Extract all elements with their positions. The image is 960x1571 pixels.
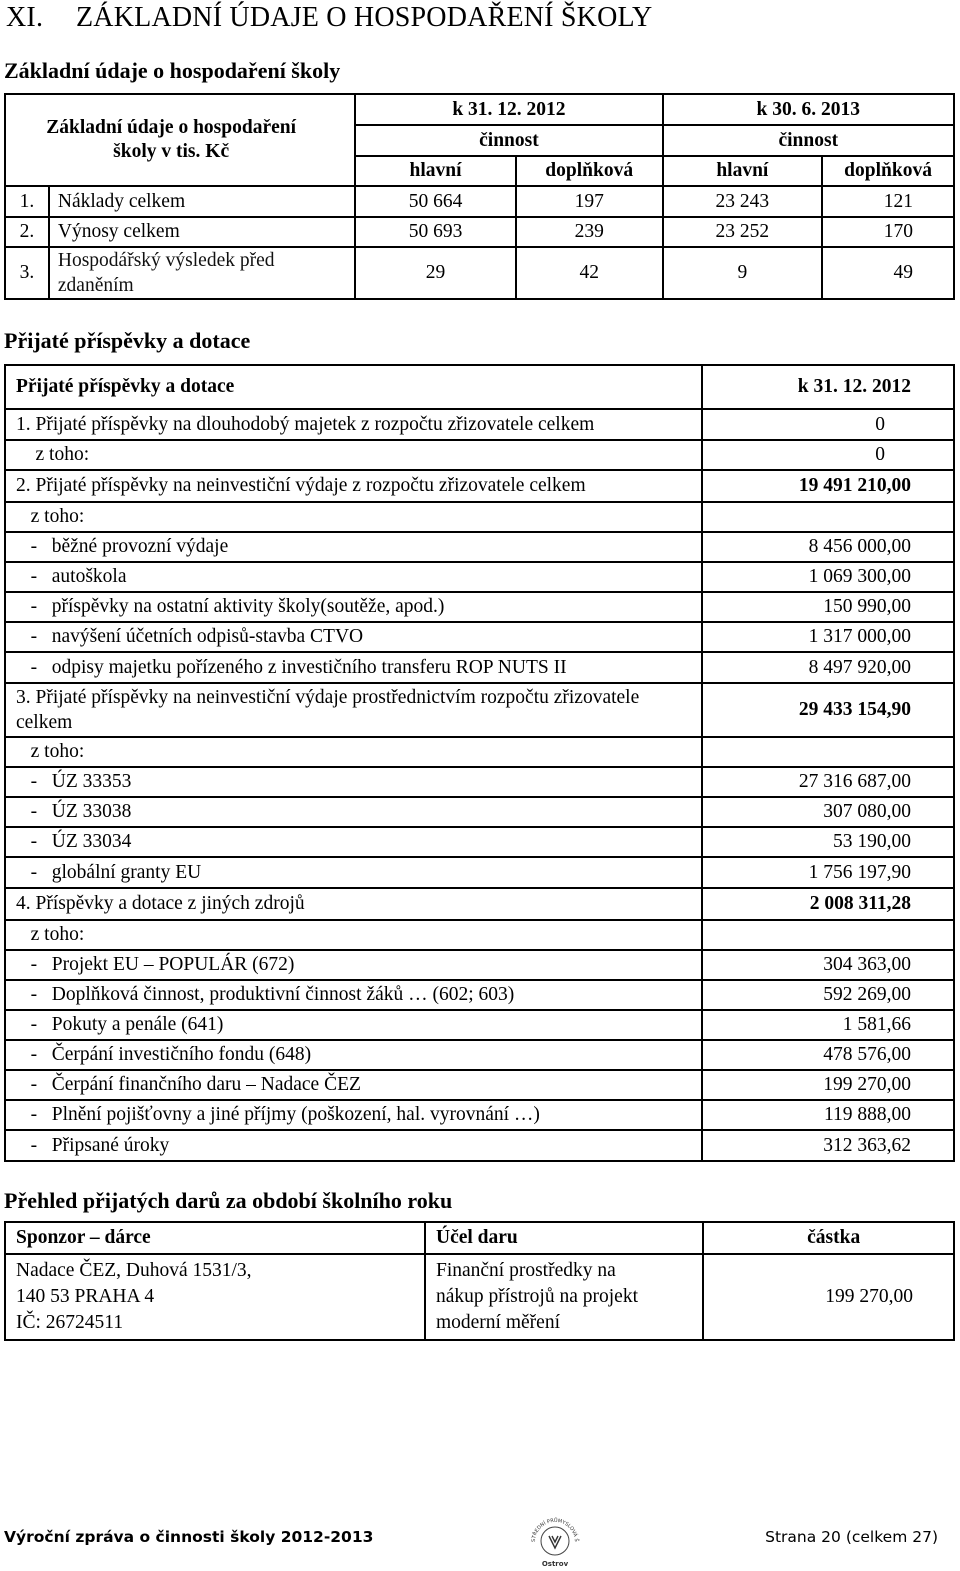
contribution-value: 53 190,00 [702, 827, 954, 857]
table-row [5, 217, 954, 247]
table-row [5, 562, 954, 592]
contribution-value [702, 920, 954, 950]
svg-text:STŘEDNÍ PRŮMYSLOVÁ ŠKOLA: STŘEDNÍ PRŮMYSLOVÁ Š [530, 1517, 580, 1543]
supp-header-2013: doplňková [822, 156, 954, 186]
contribution-value: 19 491 210,00 [702, 470, 954, 502]
contribution-label: z toho: [5, 440, 702, 470]
row-label: Výnosy celkem [49, 217, 355, 247]
footer-page-number: Strana 20 (celkem 27) [765, 1528, 938, 1546]
logo-text: Ostrov [541, 1560, 569, 1568]
table-row [5, 1010, 954, 1040]
table-row [5, 502, 954, 532]
contribution-label: - globální granty EU [5, 857, 702, 888]
purpose-cell [425, 1254, 703, 1340]
amount-header: částka [703, 1222, 954, 1254]
contribution-label: 4. Příspěvky a dotace z jiných zdrojů [5, 888, 702, 920]
school-logo-icon [527, 1512, 583, 1568]
contribution-value: 2 008 311,28 [702, 888, 954, 920]
table-row [5, 888, 954, 920]
contribution-label: 1. Přijaté příspěvky na dlouhodobý majetek z rozpočtu zřizovatele celkem [5, 409, 702, 440]
main-header-2013: hlavní [663, 156, 823, 186]
contribution-label: - autoškola [5, 562, 702, 592]
table-row [5, 1040, 954, 1070]
contribution-value: 304 363,00 [702, 950, 954, 980]
donor-name: Nadace ČEZ, Duhová 1531/3, [16, 1260, 252, 1281]
contributions-header-label: Přijaté příspěvky a dotace [5, 365, 702, 409]
contribution-label: - Čerpání finančního daru – Nadace ČEZ [5, 1070, 702, 1100]
table-row [5, 622, 954, 652]
row-label: Náklady celkem [49, 186, 355, 217]
contribution-value: 199 270,00 [702, 1070, 954, 1100]
contribution-value: 312 363,62 [702, 1130, 954, 1161]
contribution-label: - ÚZ 33353 [5, 767, 702, 797]
contribution-label: - ÚZ 33034 [5, 827, 702, 857]
main-header-2012: hlavní [355, 156, 516, 186]
table-row [5, 857, 954, 888]
contribution-label: - Doplňková činnost, produktivní činnost žáků … (602; 603) [5, 980, 702, 1010]
cell-value: 42 [516, 247, 663, 299]
row-number: 2. [5, 217, 49, 247]
donor-cell [5, 1254, 425, 1340]
row-label: Hospodářský výsledek před zdaněním [49, 247, 355, 299]
contribution-value [702, 737, 954, 767]
purpose-text: nákup přístrojů na projekt [435, 1286, 638, 1307]
finance-table-corner: Základní údaje o hospodaření školy v tis. Kč [5, 94, 355, 186]
contribution-value: 8 456 000,00 [702, 532, 954, 562]
cell-value: 49 [822, 247, 954, 299]
contribution-value: 1 756 197,90 [702, 857, 954, 888]
cell-value: 239 [516, 217, 663, 247]
contribution-value: 150 990,00 [702, 592, 954, 622]
contribution-label: - Připsané úroky [5, 1130, 702, 1161]
chapter-title: ZÁKLADNÍ ÚDAJE O HOSPODAŘENÍ ŠKOLY [76, 2, 653, 33]
finance-table [4, 93, 955, 300]
table-row [5, 737, 954, 767]
contribution-label: - Plnění pojišťovny a jiné příjmy (poškození, hal. vyrovnání …) [5, 1100, 702, 1130]
contribution-label: z toho: [5, 502, 702, 532]
section-title-contributions: Přijaté příspěvky a dotace [4, 328, 251, 353]
contribution-value: 1 069 300,00 [702, 562, 954, 592]
cell-value: 170 [822, 217, 954, 247]
contribution-value: 29 433 154,90 [702, 683, 954, 737]
cell-value: 23 243 [663, 186, 823, 217]
contribution-value: 307 080,00 [702, 797, 954, 827]
supp-header-2012: doplňková [516, 156, 663, 186]
contribution-label: z toho: [5, 920, 702, 950]
table-row [5, 1100, 954, 1130]
activity-header-2013: činnost [663, 125, 954, 156]
amount-cell: 199 270,00 [703, 1254, 954, 1340]
contribution-value: 1 581,66 [702, 1010, 954, 1040]
donor-header: Sponzor – dárce [5, 1222, 425, 1254]
contribution-value: 478 576,00 [702, 1040, 954, 1070]
contribution-label: - navýšení účetních odpisů-stavba CTVO [5, 622, 702, 652]
row-number: 1. [5, 186, 49, 217]
contribution-label: 3. Přijaté příspěvky na neinvestiční výdaje prostřednictvím rozpočtu zřizovatele celkem [5, 683, 702, 737]
footer-report-title: Výroční zpráva o činnosti školy 2012-2013 [4, 1528, 374, 1546]
contribution-label: 2. Přijaté příspěvky na neinvestiční výdaje z rozpočtu zřizovatele celkem [5, 470, 702, 502]
table-row [5, 247, 954, 299]
purpose-header: Účel daru [425, 1222, 703, 1254]
contribution-label: - odpisy majetku pořízeného z investičního transferu ROP NUTS II [5, 652, 702, 683]
donor-address: 140 53 PRAHA 4 [16, 1286, 155, 1307]
contribution-label: - Pokuty a penále (641) [5, 1010, 702, 1040]
contribution-label: - běžné provozní výdaje [5, 532, 702, 562]
contribution-value: 0 [702, 440, 954, 470]
table-row [5, 797, 954, 827]
table-row [5, 950, 954, 980]
cell-value: 121 [822, 186, 954, 217]
table-row [5, 652, 954, 683]
cell-value: 9 [663, 247, 823, 299]
table-row [5, 470, 954, 502]
cell-value: 50 664 [355, 186, 516, 217]
contribution-label: - příspěvky na ostatní aktivity školy(soutěže, apod.) [5, 592, 702, 622]
contribution-value: 0 [702, 409, 954, 440]
period-2012-header: k 31. 12. 2012 [355, 94, 662, 125]
table-row [5, 592, 954, 622]
contribution-value: 8 497 920,00 [702, 652, 954, 683]
table-row [5, 827, 954, 857]
contributions-header-date: k 31. 12. 2012 [702, 365, 954, 409]
table-row [5, 532, 954, 562]
contributions-rows [5, 409, 954, 1161]
cell-value: 50 693 [355, 217, 516, 247]
contribution-value: 119 888,00 [702, 1100, 954, 1130]
purpose-text: Finanční prostředky na [435, 1260, 616, 1281]
donations-table [4, 1221, 955, 1341]
table-row [5, 683, 954, 737]
contribution-value: 592 269,00 [702, 980, 954, 1010]
section-title-finance: Základní údaje o hospodaření školy [4, 58, 341, 83]
table-row [5, 440, 954, 470]
table-row [5, 1130, 954, 1161]
table-row [5, 1254, 954, 1340]
table-row [5, 1070, 954, 1100]
table-row [5, 186, 954, 217]
activity-header-2012: činnost [355, 125, 662, 156]
contributions-table [4, 364, 955, 1162]
period-2013-header: k 30. 6. 2013 [663, 94, 954, 125]
chapter-number: XI. [6, 2, 44, 33]
contribution-label: z toho: [5, 737, 702, 767]
contribution-value: 27 316 687,00 [702, 767, 954, 797]
cell-value: 29 [355, 247, 516, 299]
table-row [5, 920, 954, 950]
chapter-heading [6, 2, 652, 34]
row-number: 3. [5, 247, 49, 299]
contribution-value [702, 502, 954, 532]
contribution-value: 1 317 000,00 [702, 622, 954, 652]
section-title-donations: Přehled přijatých darů za období školního roku [4, 1188, 453, 1213]
contribution-label: - Čerpání investičního fondu (648) [5, 1040, 702, 1070]
table-row [5, 767, 954, 797]
contribution-label: - Projekt EU – POPULÁR (672) [5, 950, 702, 980]
contribution-label: - ÚZ 33038 [5, 797, 702, 827]
table-row [5, 409, 954, 440]
purpose-text: moderní měření [435, 1312, 560, 1333]
cell-value: 197 [516, 186, 663, 217]
donor-id: IČ: 26724511 [16, 1312, 124, 1333]
table-row [5, 980, 954, 1010]
cell-value: 23 252 [663, 217, 823, 247]
